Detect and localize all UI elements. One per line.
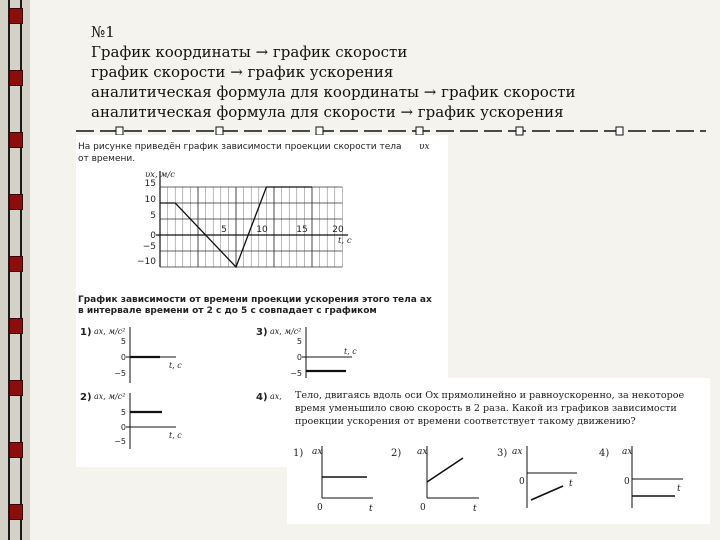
option-number: 1): [80, 327, 92, 338]
x-tick-label: 5: [221, 225, 227, 235]
option-t-label: t, с: [344, 347, 357, 356]
option-t-label: t, с: [169, 431, 182, 440]
option-y-label: ax, м/с²: [94, 392, 126, 401]
option-zero: 0: [624, 477, 630, 487]
problem2-option-2[interactable]: [391, 446, 479, 514]
strip-bead: [9, 256, 23, 272]
option-number: 2): [80, 392, 92, 403]
strip-bead: [9, 70, 23, 86]
option-number: 1): [293, 448, 304, 459]
velocity-x-ticks: [221, 225, 344, 235]
problem2-option-3[interactable]: [497, 446, 577, 508]
problem1-intro-var: υx: [419, 142, 430, 152]
option-zero: 0: [317, 503, 323, 513]
slide-line: №1: [91, 23, 115, 41]
option-tick: 0: [120, 423, 126, 432]
option-t-label: t: [473, 504, 477, 514]
velocity-y-label: υx, м/с: [145, 170, 176, 180]
problem1-question: График зависимости от времени проекции ускорения этого тела ax: [78, 295, 432, 305]
problem1-question: в интервале времени от 2 с до 5 с совпадает с графиком: [78, 306, 377, 316]
option-t-label: t, с: [169, 361, 182, 370]
option-number: 3): [256, 327, 268, 338]
velocity-graph: [137, 170, 352, 267]
y-tick-label: 15: [144, 179, 156, 189]
problem2-panel: [287, 378, 710, 524]
problem2-text: Тело, двигаясь вдоль оси Ox прямолинейно и равноускоренно, за некоторое: [295, 390, 685, 401]
option-y-label: ax, м/с²: [270, 327, 302, 336]
strip-bead: [9, 380, 23, 396]
answer-option-4[interactable]: [256, 392, 282, 403]
option-tick: −5: [114, 437, 126, 446]
option-axis-label: ax: [312, 447, 323, 457]
problem2-option-1[interactable]: [293, 446, 373, 514]
option-t-label: t: [677, 484, 681, 494]
option-tick: 5: [120, 408, 126, 417]
option-axis-label: ax: [622, 447, 633, 457]
strip-bead: [9, 504, 23, 520]
option-y-label: ax, м/с²: [94, 327, 126, 336]
strip-bead: [9, 8, 23, 24]
strip-bead: [9, 442, 23, 458]
option-axis-label: ax: [512, 447, 523, 457]
option-graph-line: [427, 458, 463, 482]
option-tick: 5: [120, 337, 126, 346]
y-tick-label: 5: [150, 211, 156, 221]
option-tick: −5: [290, 369, 302, 378]
option-t-label: t: [369, 504, 373, 514]
slide-text: [91, 22, 576, 122]
problem2-text: время уменьшило свою скорость в 2 раза. Какой из графиков зависимости: [295, 403, 677, 414]
option-number: 4): [256, 392, 268, 403]
slide-line: аналитическая формула для скорости → график ускорения: [91, 103, 564, 121]
option-zero: 0: [420, 503, 426, 513]
slide-line: график скорости → график ускорения: [91, 63, 394, 81]
option-number: 4): [599, 448, 610, 459]
option-graph-line: [531, 486, 563, 500]
option-y-label: ax,: [270, 392, 282, 401]
problem1-intro: от времени.: [78, 154, 136, 164]
option-tick: 0: [296, 353, 302, 362]
decorative-strip: [0, 0, 30, 540]
problem2-option-4[interactable]: [599, 446, 683, 508]
y-tick-label: 10: [144, 195, 156, 205]
y-tick-label: −10: [137, 257, 156, 267]
option-tick: −5: [114, 369, 126, 378]
option-t-label: t: [569, 479, 573, 489]
option-tick: 0: [120, 353, 126, 362]
y-tick-label: −5: [142, 242, 156, 252]
option-number: 3): [497, 448, 508, 459]
option-axis-label: ax: [417, 447, 428, 457]
problem1-intro: На рисунке приведён график зависимости проекции скорости тела: [78, 142, 402, 152]
answer-option-3[interactable]: [256, 327, 357, 383]
option-number: 2): [391, 448, 402, 459]
strip-bead: [9, 132, 23, 148]
slide-line: График координаты → график скорости: [91, 43, 408, 61]
strip-bead: [9, 318, 23, 334]
x-tick-label: 10: [256, 225, 268, 235]
velocity-x-label: t, с: [338, 236, 352, 246]
strip-bead: [9, 194, 23, 210]
velocity-y-ticks: [137, 179, 156, 267]
x-tick-label: 15: [296, 225, 308, 235]
problem2-text: проекции ускорения от времени соответствует такому движению?: [295, 416, 636, 427]
answer-option-1[interactable]: [80, 327, 182, 383]
answer-option-2[interactable]: [80, 392, 182, 449]
option-zero: 0: [519, 477, 525, 487]
x-tick-label: 20: [332, 225, 344, 235]
y-tick-label: 0: [150, 231, 156, 241]
option-tick: 5: [296, 337, 302, 346]
slide-line: аналитическая формула для координаты → график скорости: [91, 83, 576, 101]
